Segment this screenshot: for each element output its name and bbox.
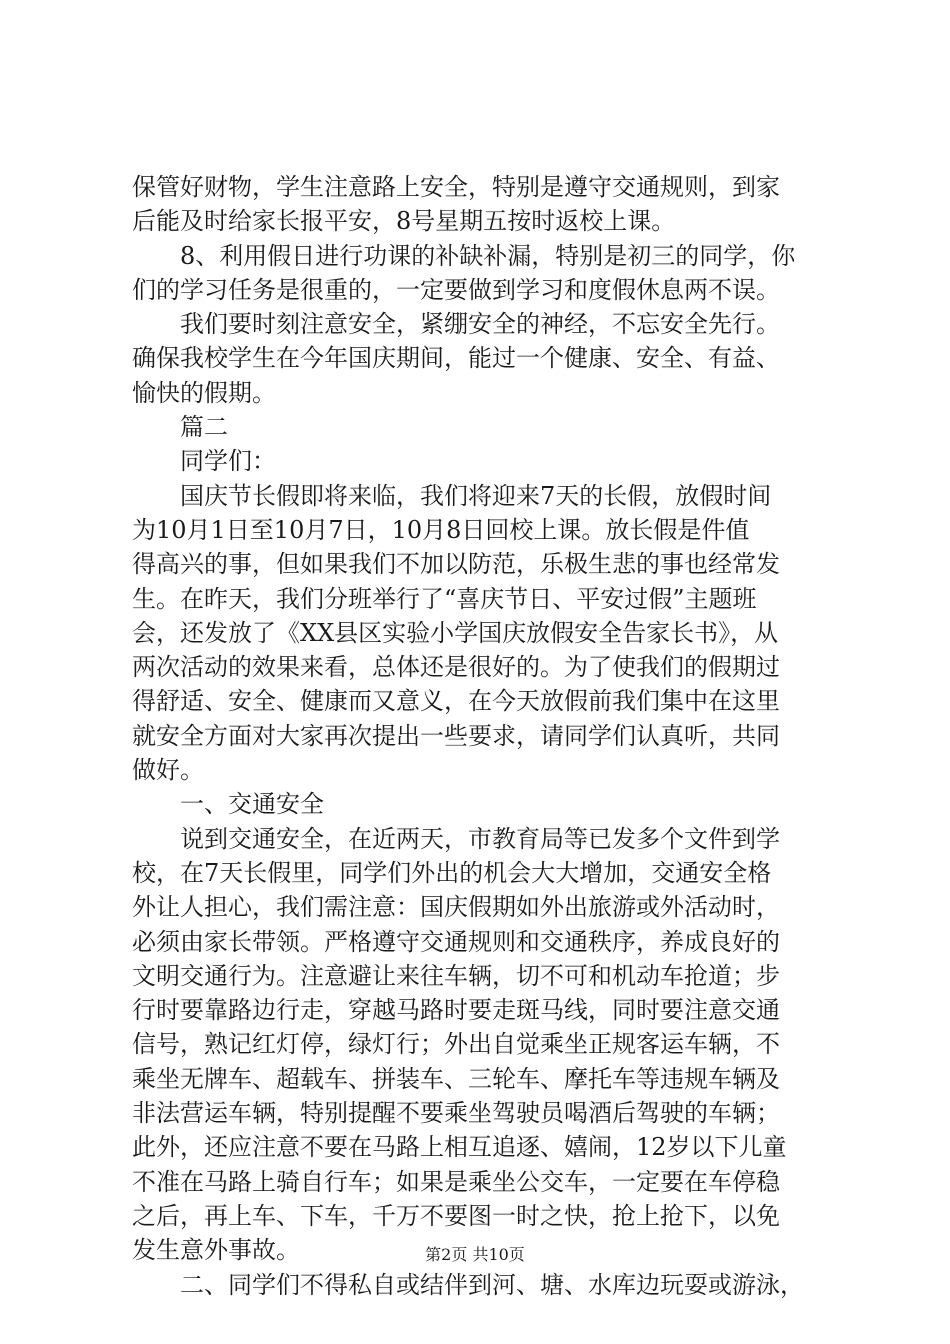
text-line: 愉快的假期。 <box>132 378 276 407</box>
text-line: 不准在马路上骑自行车；如果是乘坐公交车，一定要在车停稳 <box>132 1167 780 1196</box>
text-line: 得舒适、安全、健康而又意义，在今天放假前我们集中在这里 <box>132 687 780 716</box>
text-line: 信号，熟记红灯停，绿灯行；外出自觉乘坐正规客运车辆，不 <box>132 1030 780 1059</box>
text-line: 为10月1日至10月7日，10月8日回校上课。放长假是件值 <box>132 515 750 544</box>
page-footer: 第2页 共10页 <box>425 1245 525 1264</box>
text-line: 发生意外事故。 <box>132 1236 300 1265</box>
text-line: 之后，再上车、下车，千万不要图一时之快，抢上抢下，以免 <box>132 1201 780 1230</box>
text-line: 两次活动的效果来看，总体还是很好的。为了使我们的假期过 <box>132 653 780 682</box>
text-line: 校，在7天长假里，同学们外出的机会大大增加，交通安全格 <box>132 858 772 887</box>
text-line: 必须由家长带领。严格遵守交通规则和交通秩序，养成良好的 <box>132 927 780 956</box>
text-line: 8、利用假日进行功课的补缺补漏，特别是初三的同学，你 <box>132 241 796 270</box>
text-line: 后能及时给家长报平安，8号星期五按时返校上课。 <box>132 207 676 236</box>
text-line: 二、同学们不得私自或结伴到河、塘、水库边玩耍或游泳， <box>132 1270 804 1299</box>
text-line: 我们要时刻注意安全，紧绷安全的神经，不忘安全先行。 <box>132 310 780 339</box>
text-line: 国庆节长假即将来临，我们将迎来7天的长假，放假时间 <box>132 481 772 510</box>
text-line: 同学们： <box>132 447 276 476</box>
text-line: 保管好财物，学生注意路上安全，特别是遵守交通规则，到家 <box>132 173 780 201</box>
text-line: 说到交通安全，在近两天，市教育局等已发多个文件到学 <box>132 824 780 853</box>
document-body <box>132 170 832 1302</box>
text-line: 非法营运车辆，特别提醒不要乘坐驾驶员喝酒后驾驶的车辆； <box>132 1099 780 1128</box>
text-line: 乘坐无牌车、超载车、拼装车、三轮车、摩托车等违规车辆及 <box>132 1064 780 1093</box>
text-line: 篇二 <box>132 413 228 442</box>
text-line: 会，还发放了《XX县区实验小学国庆放假安全告家长书》，从 <box>132 618 779 647</box>
text-line: 得高兴的事，但如果我们不加以防范，乐极生悲的事也经常发 <box>132 550 780 579</box>
text-line: 外让人担心，我们需注意：国庆假期如外出旅游或外活动时， <box>132 893 780 922</box>
text-line: 行时要靠路边行走，穿越马路时要走斑马线，同时要注意交通 <box>132 996 780 1025</box>
text-line: 文明交通行为。注意避让来往车辆，切不可和机动车抢道；步 <box>132 961 780 990</box>
text-line: 生。在昨天，我们分班举行了“喜庆节日、平安过假”主题班 <box>132 584 757 613</box>
text-line: 此外，还应注意不要在马路上相互追逐、嬉闹，12岁以下儿童 <box>132 1133 787 1162</box>
text-line: 们的学习任务是很重的，一定要做到学习和度假休息两不误。 <box>132 275 780 304</box>
text-line: 做好。 <box>132 756 204 785</box>
text-line: 一、交通安全 <box>132 790 324 819</box>
text-line: 确保我校学生在今年国庆期间，能过一个健康、安全、有益、 <box>132 344 780 373</box>
text-line: 就安全方面对大家再次提出一些要求，请同学们认真听，共同 <box>132 721 780 750</box>
